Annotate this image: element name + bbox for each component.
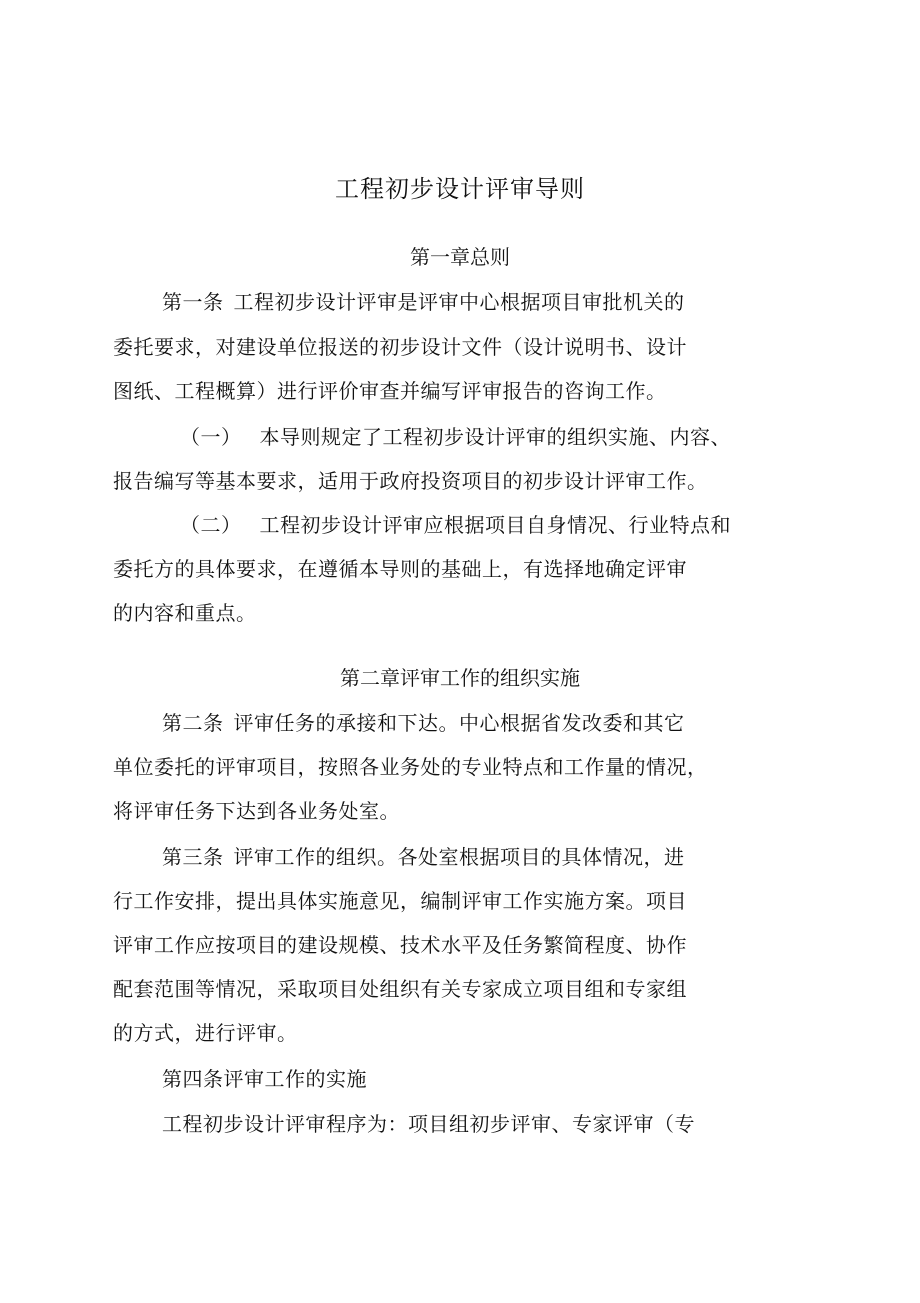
article-1-line-1: [162, 288, 685, 316]
article-3-line-2: 行工作安排，提出具体实施意见，编制评审工作实施方案。项目: [113, 889, 687, 913]
article-2-line-3: 将评审任务下达到各业务处室。: [113, 799, 400, 823]
article-4-line-1: 工程初步设计评审程序为：项目组初步评审、专家评审（专: [162, 1112, 695, 1136]
article-3-line-3: 评审工作应按项目的建设规模、技术水平及任务繁简程度、协作: [113, 933, 687, 957]
article-1-line-3: 图纸、工程概算）进行评价审查并编写评审报告的咨询工作。: [113, 379, 667, 403]
item-2-line-3: 的内容和重点。: [113, 601, 257, 625]
article-1-text: 工程初步设计评审是评审中心根据项目审批机关的: [233, 290, 685, 314]
item-2-line-2: 委托方的具体要求，在遵循本导则的基础上，有选择地确定评审: [113, 557, 687, 581]
document-title: 工程初步设计评审导则: [335, 175, 585, 203]
chapter-2-heading: 第二章评审工作的组织实施: [340, 666, 580, 690]
article-3-text: 评审工作的组织。各处室根据项目的具体情况，进: [233, 845, 685, 869]
item-1-label: （一）: [180, 425, 242, 449]
article-3-label: 第三条: [162, 845, 224, 869]
item-2-line-1: [180, 511, 731, 539]
article-1-label: 第一条: [162, 290, 224, 314]
item-2-text: 工程初步设计评审应根据项目自身情况、行业特点和: [259, 513, 731, 537]
item-1-line-2: 报告编写等基本要求，适用于政府投资项目的初步设计评审工作。: [113, 469, 708, 493]
article-3-line-4: 配套范围等情况，采取项目处组织有关专家成立项目组和专家组: [113, 977, 687, 1001]
article-2-label: 第二条: [162, 711, 224, 735]
article-4-heading: 第四条评审工作的实施: [162, 1067, 367, 1091]
article-2-line-2: 单位委托的评审项目，按照各业务处的专业特点和工作量的情况，: [113, 755, 708, 779]
article-2-text: 评审任务的承接和下达。中心根据省发改委和其它: [233, 711, 685, 735]
item-1-text: 本导则规定了工程初步设计评审的组织实施、内容、: [259, 425, 731, 449]
article-3-line-5: 的方式，进行评审。: [113, 1021, 298, 1045]
article-1-line-2: 委托要求，对建设单位报送的初步设计文件（设计说明书、设计: [113, 335, 687, 359]
article-3-line-1: [162, 843, 685, 871]
chapter-1-heading: 第一章总则: [410, 245, 510, 269]
article-2-line-1: [162, 709, 685, 737]
item-2-label: （二）: [180, 513, 242, 537]
item-1-line-1: [180, 423, 731, 451]
